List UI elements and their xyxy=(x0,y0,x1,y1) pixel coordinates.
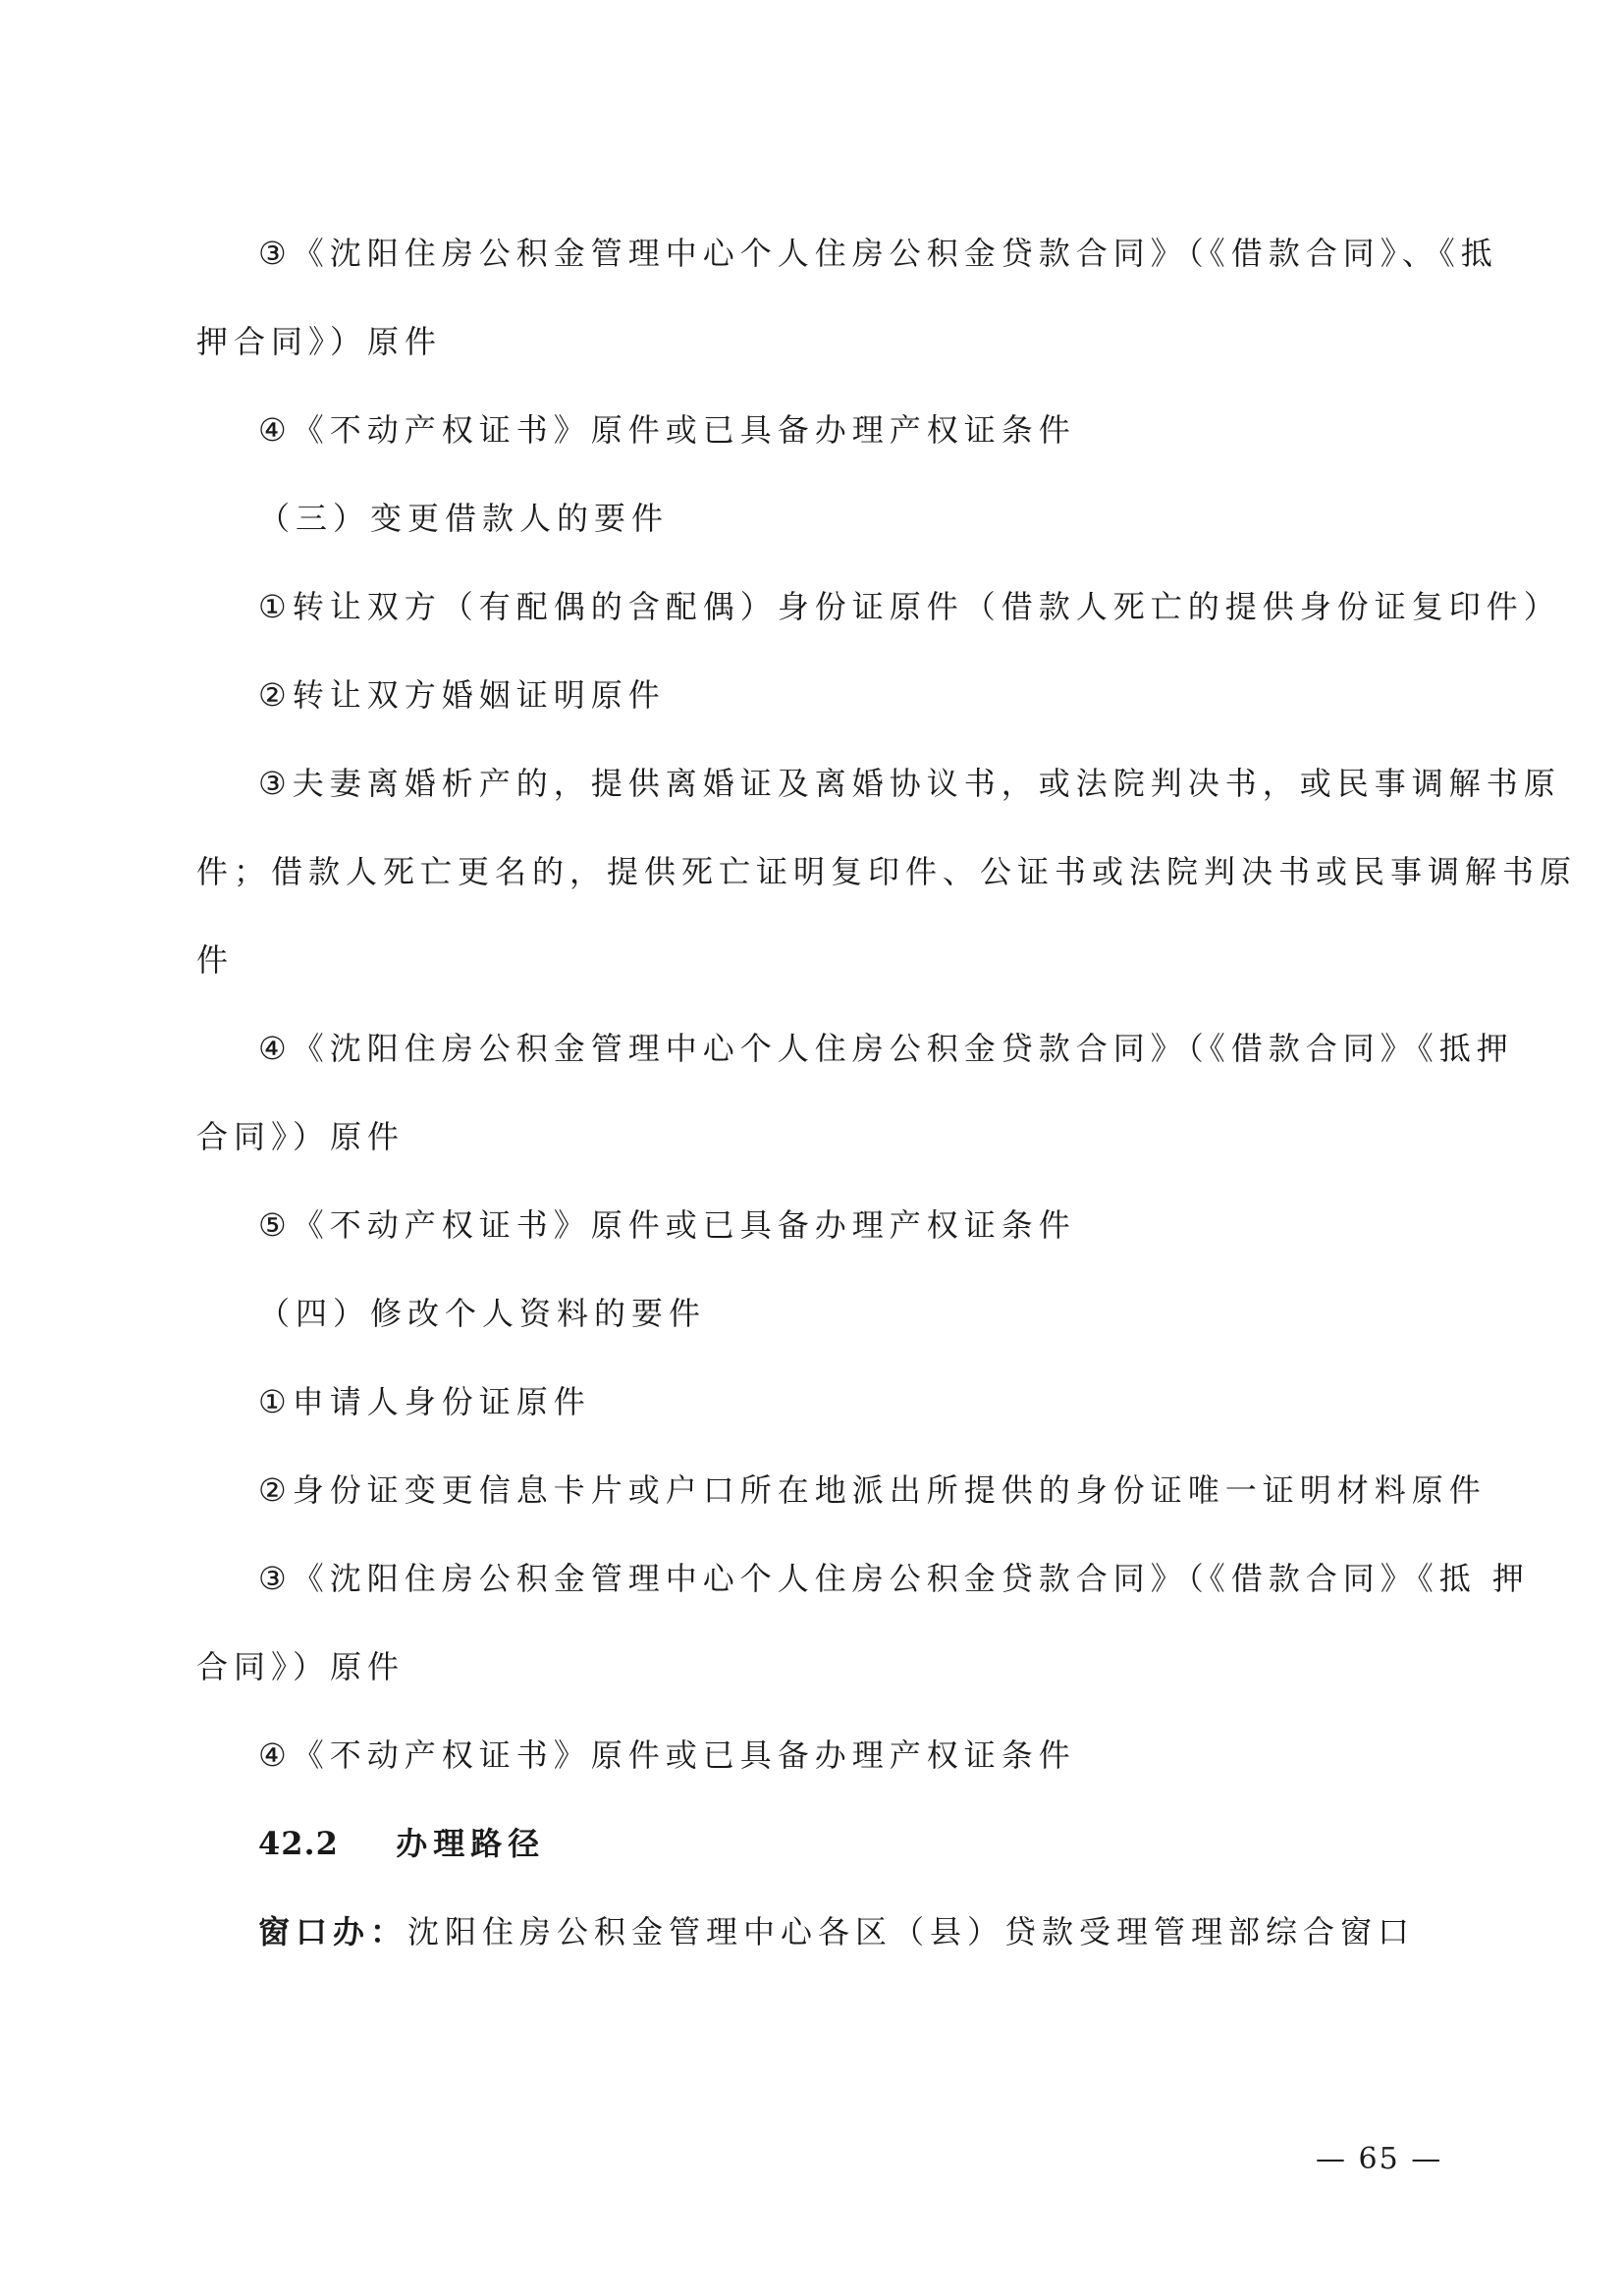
paragraph-line: 件 xyxy=(196,941,235,979)
paragraph-line: 合同》）原件 xyxy=(196,1118,406,1155)
paragraph-line: 合同》）原件 xyxy=(196,1648,406,1685)
paragraph-line: ③《沈阳住房公积金管理中心个人住房公积金贷款合同》（《借款合同》《抵 押 xyxy=(258,1560,1530,1597)
subsection-heading: （四）修改个人资料的要件 xyxy=(258,1295,707,1332)
paragraph-line: ③夫妻离婚析产的，提供离婚证及离婚协议书，或法院判决书，或民事调解书原 xyxy=(258,765,1561,802)
paragraph-line: ④《不动产权证书》原件或已具备办理产权证条件 xyxy=(258,1736,1076,1774)
subsection-heading: （三）变更借款人的要件 xyxy=(258,500,670,537)
handling-window-text: 沈阳住房公积金管理中心各区（县）贷款受理管理部综合窗口 xyxy=(407,1913,1416,1950)
paragraph-line: ①申请人身份证原件 xyxy=(258,1383,591,1420)
handling-window-label: 窗口办： xyxy=(258,1913,408,1950)
paragraph-line: ④《不动产权证书》原件或已具备办理产权证条件 xyxy=(258,411,1076,449)
section-title: 办理路径 xyxy=(396,1825,546,1862)
page-number: — 65 — xyxy=(1316,2142,1443,2176)
paragraph-line: ⑤《不动产权证书》原件或已具备办理产权证条件 xyxy=(258,1206,1076,1244)
section-number: 42.2 xyxy=(258,1825,339,1862)
handling-window xyxy=(258,1912,1436,1951)
section-heading xyxy=(258,1824,1436,1863)
paragraph-line: ②身份证变更信息卡片或户口所在地派出所提供的身份证唯一证明材料原件 xyxy=(258,1471,1487,1509)
paragraph-line: 件；借款人死亡更名的，提供死亡证明复印件、公证书或法院判决书或民事调解书原 xyxy=(196,853,1578,890)
paragraph-line: ③《沈阳住房公积金管理中心个人住房公积金贷款合同》（《借款合同》、《抵 xyxy=(258,235,1498,272)
paragraph-line: 押合同》）原件 xyxy=(196,323,443,360)
paragraph-line: ④《沈阳住房公积金管理中心个人住房公积金贷款合同》（《借款合同》《抵押 xyxy=(258,1030,1514,1067)
paragraph-line: ②转让双方婚姻证明原件 xyxy=(258,676,666,714)
paragraph-line: ①转让双方（有配偶的含配偶）身份证原件（借款人死亡的提供身份证复印件） xyxy=(258,588,1561,625)
